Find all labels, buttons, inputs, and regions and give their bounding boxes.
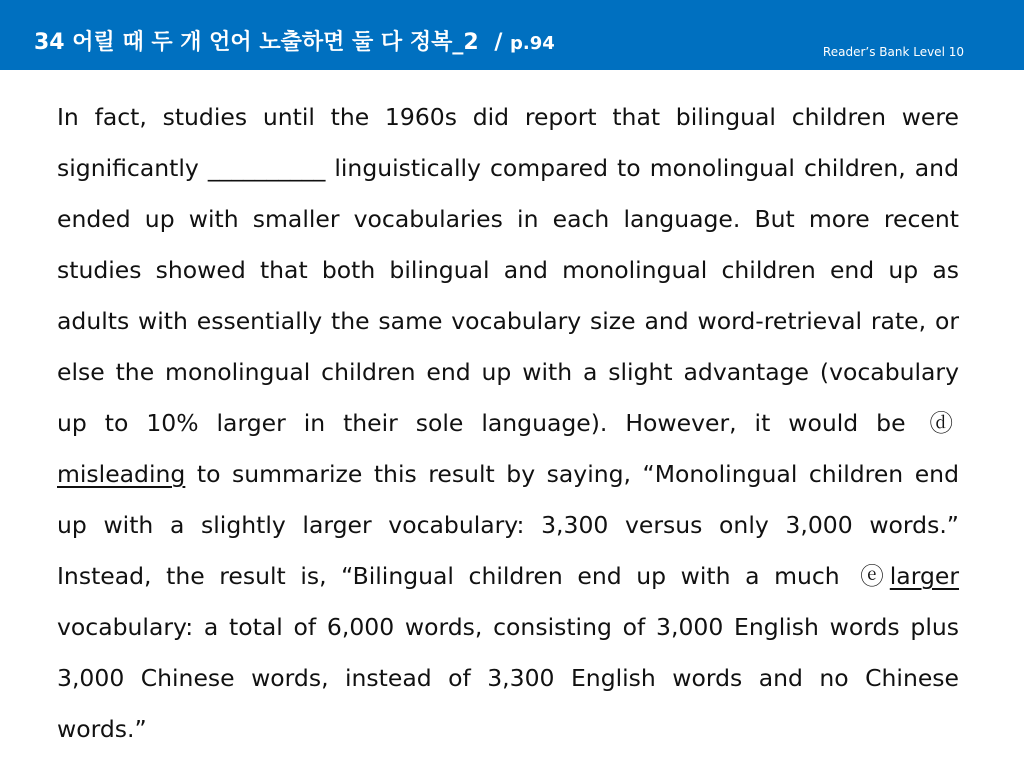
marker-d: ⓓ [929,409,953,437]
title-separator: / [494,30,503,55]
marker-e: ⓔ [860,562,884,590]
passage-part-2: to summarize this result by saying, “Monolingual children end up with a slightly larger vocabulary: 3,300 versus only 3,000 words.” Instead, the result is, “Bilingual children end up with a much [57,460,959,590]
header-bar [0,0,1024,70]
passage-text [57,92,959,755]
underlined-word-larger: larger [889,562,959,590]
passage-part-1: In fact, studies until the 1960s did report that bilingual children were significantly __________ linguistically compared to monolingual children, and ended up with smaller vocabularies in each language. But more recent studies showed that both bilingual and monolingual children end up as adults with essentially the same vocabulary size and word-retrieval rate, or else the monolingual children end up with a slight advantage (vocabulary up to 10% larger in their sole language). However, it would be [57,103,959,437]
page-reference: p.94 [510,33,555,54]
title-text: 34 어릴 때 두 개 언어 노출하면 둘 다 정복_2 [34,30,479,55]
source-label: Reader’s Bank Level 10 [822,45,964,59]
underlined-word-misleading: misleading [57,460,186,488]
passage-part-3: vocabulary: a total of 6,000 words, consisting of 3,000 English words plus 3,000 Chinese words, instead of 3,300 English words and no Chinese words.” [57,613,959,743]
slide-title [34,28,555,59]
